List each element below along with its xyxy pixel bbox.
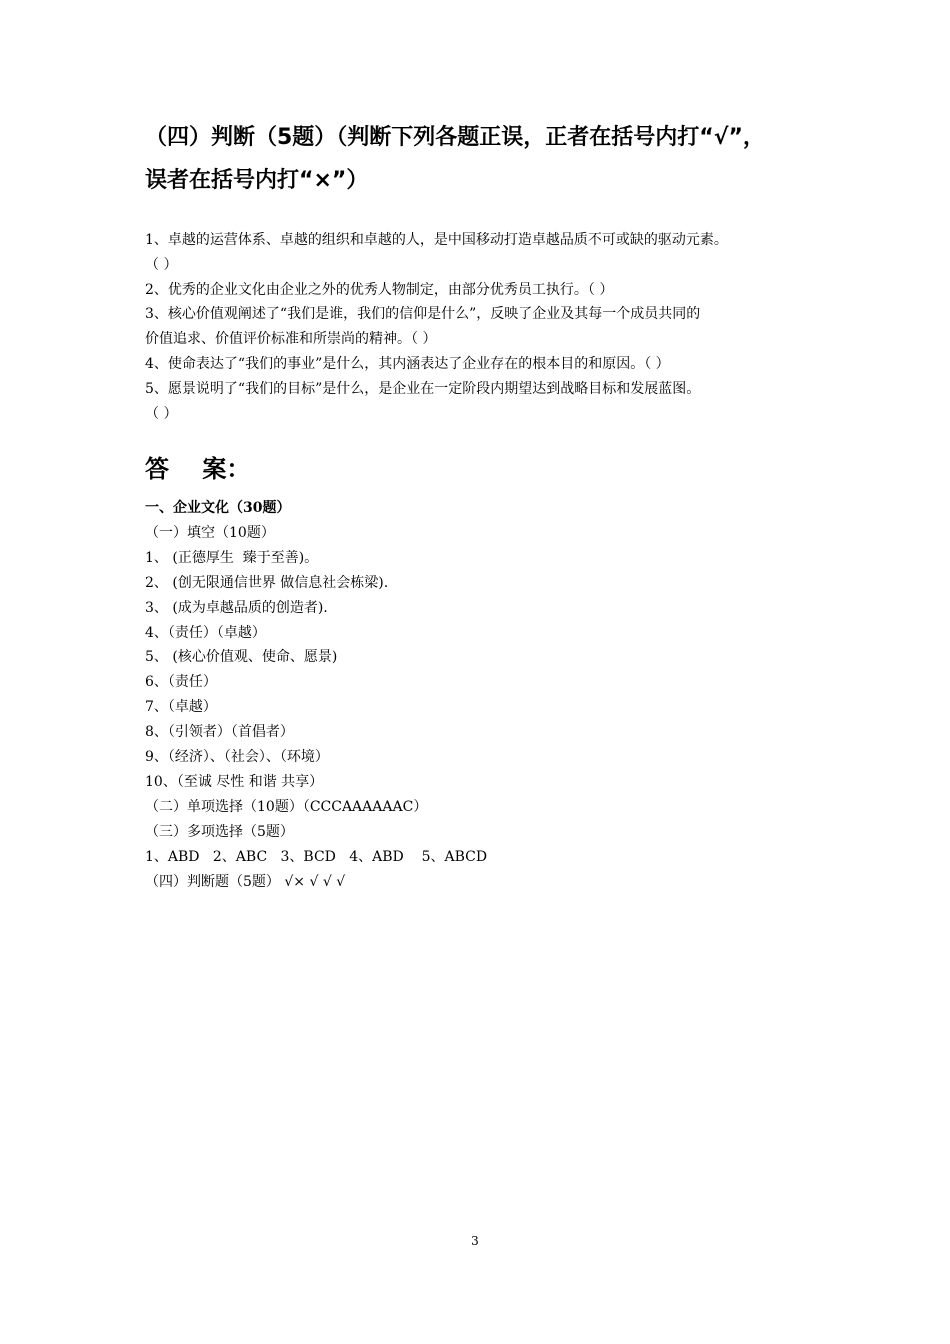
section-title: [145, 116, 825, 202]
answer-line: 2、 (创无限通信世界 做信息社会栋梁).: [145, 574, 389, 591]
answer-line: （三）多项选择（5题）: [145, 823, 294, 840]
answer-line: 5、 (核心价值观、使命、愿景): [145, 649, 338, 666]
answer-heading: 答 案：: [145, 455, 251, 483]
answer-line: （四）判断题（5题） √× √ √ √: [145, 873, 346, 890]
answer-part-title: 一、企业文化（30题）: [145, 500, 291, 516]
question-line: 价值追求、价值评价标准和所崇尚的精神。（ ）: [145, 331, 437, 348]
question-list: [145, 228, 835, 426]
answer-line: （二）单项选择（10题）（CCCAAAAAAC）: [145, 798, 428, 815]
question-line: （ ）: [145, 405, 178, 422]
answer-line: 1、 (正德厚生 臻于至善)。: [145, 549, 319, 566]
section-title-line-2: 误者在括号内打“×”）: [145, 168, 369, 193]
answer-line: 8、（引领者）（首倡者）: [145, 724, 294, 741]
answer-line: 7、（卓越）: [145, 699, 217, 716]
question-line: 5、愿景说明了“我们的目标”是什么，是企业在一定阶段内期望达到战略目标和发展蓝图。: [145, 380, 701, 397]
answer-line: 3、 (成为卓越品质的创造者).: [145, 599, 328, 616]
question-line: 3、核心价值观阐述了“我们是谁，我们的信仰是什么”，反映了企业及其每一个成员共同的: [145, 306, 701, 323]
question-line: （ ）: [145, 256, 178, 273]
answer-line: 4、（责任）（卓越）: [145, 624, 266, 641]
answer-line: 6、（责任）: [145, 674, 217, 691]
question-line: 2、优秀的企业文化由企业之外的优秀人物制定，由部分优秀员工执行。（ ）: [145, 281, 614, 298]
page-number: 3: [471, 1234, 479, 1248]
answer-line: 9、（经济）、（社会）、（环境）: [145, 749, 329, 766]
answer-line: （一）填空（10题）: [145, 524, 275, 541]
answer-line: 10、（至诚 尽性 和谐 共享）: [145, 773, 324, 790]
question-line: 4、使命表达了“我们的事业”是什么，其内涵表达了企业存在的根本目的和原因。（ ）: [145, 355, 670, 372]
answer-list: [145, 496, 835, 895]
section-title-line-1: （四）判断（5题）（判断下列各题正误，正者在括号内打“√”，: [145, 125, 765, 150]
answer-line: 1、ABD 2、ABC 3、BCD 4、ABD 5、ABCD: [145, 848, 488, 865]
question-line: 1、卓越的运营体系、卓越的组织和卓越的人，是中国移动打造卓越品质不可或缺的驱动元素。: [145, 232, 728, 248]
